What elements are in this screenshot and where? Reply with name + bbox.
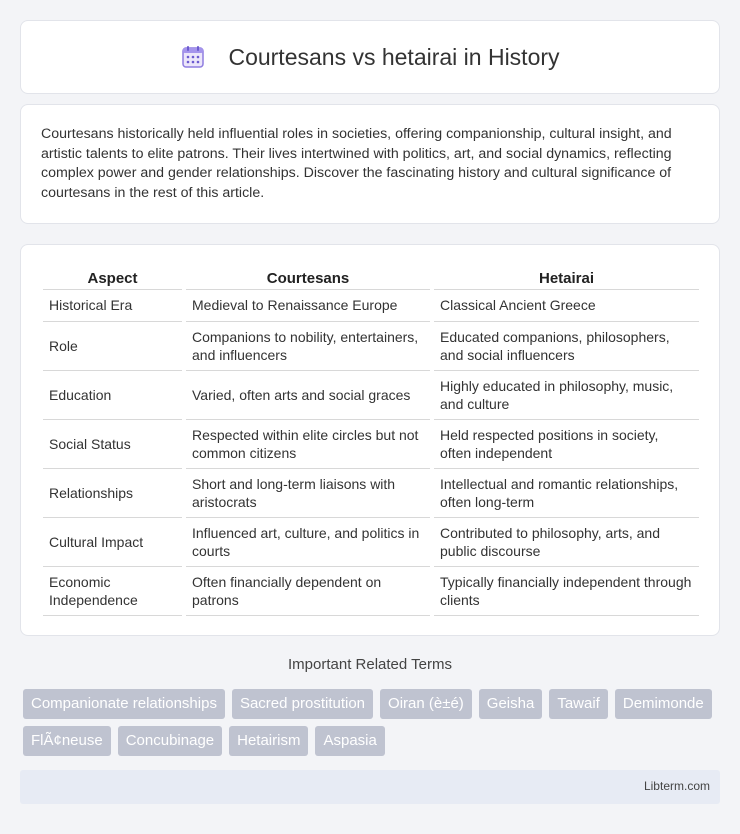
row-hetairai: Typically financially independent through clients [432,566,699,615]
footer-site-link[interactable]: Libterm.com [643,779,710,793]
comparison-card [20,244,720,636]
term-tag[interactable]: Concubinage [118,726,222,756]
row-courtesans: Respected within elite circles but not common citizens [184,419,432,468]
row-hetairai: Intellectual and romantic relationships, often long-term [432,468,699,517]
term-tag[interactable]: Oiran (è±é) [380,689,472,719]
row-aspect: Role [43,321,184,370]
row-hetairai: Highly educated in philosophy, music, and culture [432,370,699,419]
term-tag[interactable]: Hetairism [229,726,308,756]
footer [20,770,720,804]
term-tag[interactable]: Aspasia [315,726,384,756]
term-tag[interactable]: Tawaif [549,689,608,719]
term-tag[interactable]: Demimonde [615,689,712,719]
term-tag[interactable]: FlÃ¢neuse [23,726,111,756]
table-row [43,419,699,468]
row-courtesans: Short and long-term liaisons with aristocrats [184,468,432,517]
header-card [20,20,720,94]
term-tag[interactable]: Companionate relationships [23,689,225,719]
related-terms-title: Important Related Terms [288,656,452,673]
header-aspect: Aspect [43,267,184,289]
term-tag[interactable]: Sacred prostitution [232,689,373,719]
row-hetairai: Classical Ancient Greece [432,289,699,321]
intro-text: Courtesans historically held influential roles in societies, offering companionship, cultural insight, and artistic talents to elite patrons. Their lives intertwined with politics, art, and social dynamics, reflecting complex power and gender relationships. Discover the fascinating history and cultural significance of courtesans in the rest of this article. [41,126,672,201]
row-aspect: Economic Independence [43,566,184,615]
table-row [43,566,699,615]
row-hetairai: Contributed to philosophy, arts, and public discourse [432,517,699,566]
page-title: Courtesans vs hetairai in History [228,43,560,70]
table-row [43,370,699,419]
row-courtesans: Varied, often arts and social graces [184,370,432,419]
row-courtesans: Influenced art, culture, and politics in courts [184,517,432,566]
term-tag[interactable]: Geisha [479,689,543,719]
row-aspect: Cultural Impact [43,517,184,566]
table-row [43,321,699,370]
table-row [43,289,699,321]
row-courtesans: Medieval to Renaissance Europe [184,289,432,321]
row-aspect: Social Status [43,419,184,468]
related-terms-list [23,689,723,756]
row-hetairai: Educated companions, philosophers, and social influencers [432,321,699,370]
row-aspect: Historical Era [43,289,184,321]
row-courtesans: Companions to nobility, entertainers, and influencers [184,321,432,370]
header-courtesans: Courtesans [184,267,432,289]
table-row [43,517,699,566]
calendar-icon [180,44,206,70]
row-aspect: Education [43,370,184,419]
row-courtesans: Often financially dependent on patrons [184,566,432,615]
table-header-row [43,267,699,289]
comparison-table [43,267,699,616]
intro-card [20,104,720,224]
row-hetairai: Held respected positions in society, often independent [432,419,699,468]
row-aspect: Relationships [43,468,184,517]
table-row [43,468,699,517]
header-hetairai: Hetairai [432,267,699,289]
